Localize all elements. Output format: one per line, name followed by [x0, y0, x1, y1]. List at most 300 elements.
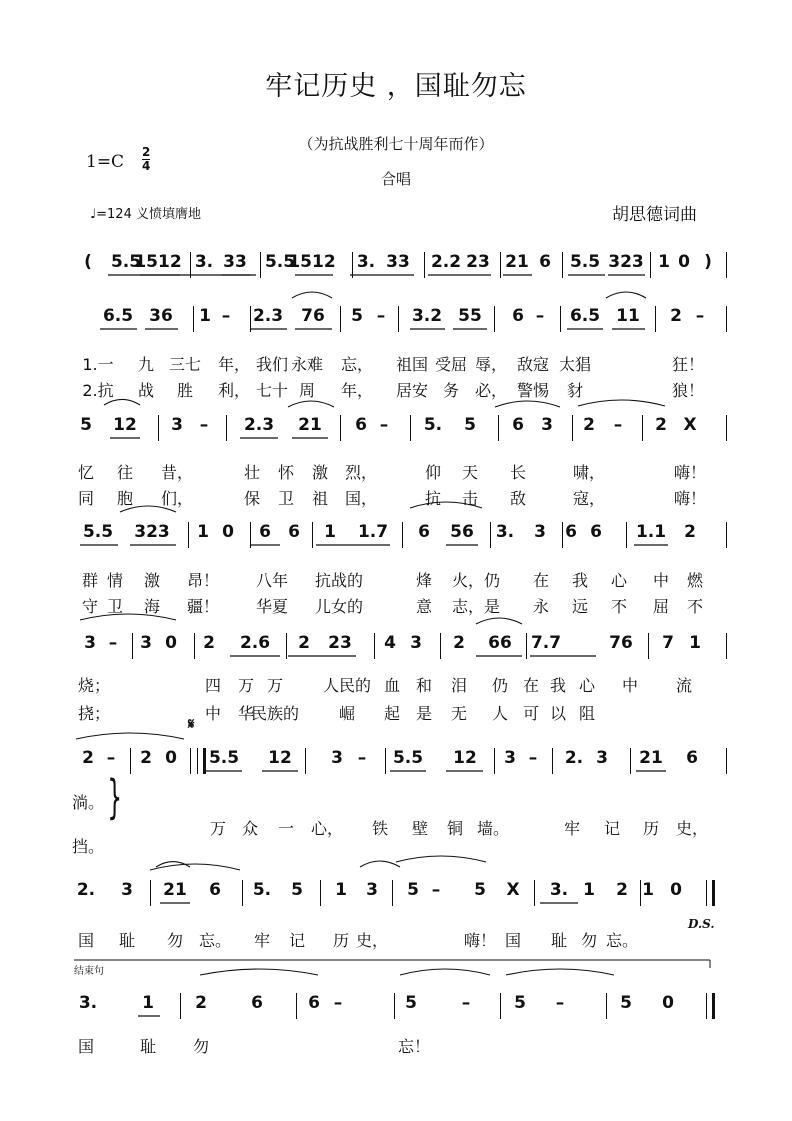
lyric-v1-r3-1: 往: [116, 463, 134, 482]
barline-r4-6: [626, 522, 627, 548]
note-r8-5: –: [333, 993, 343, 1013]
note-r3-3: –: [199, 415, 209, 435]
lyric-v2-r2-3: 利，: [217, 381, 251, 400]
lyric-v1-r7-2: 勿: [166, 931, 184, 950]
note-r1-10: 23: [466, 252, 490, 272]
barline-r2-7: [726, 306, 727, 332]
note-r1-0: (: [84, 252, 92, 272]
note-r7-6: 1: [335, 880, 347, 900]
lyric-v1-r2-6: 忘，: [340, 355, 374, 374]
note-r1-13: 5.5: [569, 252, 601, 272]
lyric-v1-r4-9: 我: [571, 571, 589, 590]
barline-r4-7: [726, 522, 727, 548]
barline-r1-1: [260, 252, 261, 278]
note-r6-11: –: [528, 748, 538, 768]
lyric-refrain-7: 墙。: [476, 819, 510, 838]
lyric-v1-r3-11: 嗨！: [673, 463, 707, 482]
note-r5-9: 3: [410, 633, 422, 653]
barline-r4-2: [312, 522, 313, 548]
note-r3-10: 6: [512, 415, 524, 435]
barline-r4-0: [188, 522, 189, 548]
lyric-v1-r2-12: 狂！: [671, 355, 705, 374]
note-r3-8: 5.: [423, 415, 443, 435]
lyric-v1-r3-6: 烈，: [344, 463, 378, 482]
lyric-v2-r5-0: 挠；: [77, 704, 111, 723]
barline-r5-0: [132, 633, 133, 659]
barline-r5-3: [374, 633, 375, 659]
note-r6-14: 21: [639, 748, 663, 768]
note-r6-12: 2.: [564, 748, 584, 768]
lyric-v2-r2-11: 豺: [566, 381, 584, 400]
lyric-v1-r3-8: 天: [461, 463, 479, 482]
barline-r6-1: [190, 748, 191, 774]
lyric-v2-r4-11: 屈: [652, 597, 670, 616]
note-r8-4: 6: [308, 993, 320, 1013]
note-r1-8: 33: [386, 252, 410, 272]
key-signature: 1=C: [86, 152, 125, 172]
note-r8-9: –: [555, 993, 565, 1013]
lyric-v1-r3-3: 壮: [243, 463, 261, 482]
barline-r8-1: [296, 993, 297, 1019]
lyric-v1-r2-1: 九: [137, 355, 155, 374]
lyric-v2-r3-1: 胞: [116, 489, 134, 508]
double-barline-r6-0: [197, 748, 206, 774]
lyric-v1-r3-2: 昔，: [160, 463, 194, 482]
lyric-v2-r5-1: 中: [204, 704, 222, 723]
lyric-v1-r8-1: 耻: [139, 1037, 157, 1056]
lyric-v2-r6-0: 挡。: [71, 837, 105, 856]
lyric-refrain-0: 万: [209, 819, 227, 838]
lyric-v2-r4-9: 远: [571, 597, 589, 616]
note-r1-1: 5.5: [110, 252, 142, 272]
note-r5-12: 7.7: [530, 633, 562, 653]
note-r7-5: 5: [291, 880, 303, 900]
lyric-v2-r3-11: 嗨！: [673, 489, 707, 508]
note-r7-8: 5: [407, 880, 419, 900]
lyric-v2-r5-6: 是: [415, 704, 433, 723]
meter-bottom: 4: [142, 159, 151, 173]
lyric-v2-r2-4: 七十: [255, 381, 289, 400]
lyric-v2-r4-1: 卫: [106, 597, 124, 616]
note-r2-6: 5: [351, 306, 363, 326]
note-r5-11: 66: [488, 633, 512, 653]
note-r4-11: 3: [534, 522, 546, 542]
note-r7-12: 3.: [549, 880, 569, 900]
note-r5-8: 4: [384, 633, 396, 653]
note-r3-13: –: [613, 415, 623, 435]
barline-r3-7: [726, 415, 727, 441]
barline-r6-5: [552, 748, 553, 774]
lyric-refrain-10: 历: [642, 819, 660, 838]
note-r7-13: 1: [583, 880, 595, 900]
lyric-refrain-8: 牢: [563, 819, 581, 838]
barline-r2-3: [398, 306, 399, 332]
lyric-v2-r3-8: 击: [461, 489, 479, 508]
lyric-v2-r3-7: 抗: [424, 489, 442, 508]
note-r5-4: 2: [203, 633, 215, 653]
note-r3-5: 21: [298, 415, 322, 435]
lyric-v2-r5-10: 以: [549, 704, 567, 723]
lyric-v1-r7-8: 嗨！: [463, 931, 497, 950]
note-r1-7: 3.: [356, 252, 376, 272]
lyric-v1-r4-2: 激: [143, 571, 161, 590]
lyric-v2-r5-3: 民族的: [250, 704, 300, 723]
double-barline-r7-0: [706, 880, 715, 906]
note-r6-6: 3: [331, 748, 343, 768]
barline-r1-0: [190, 252, 191, 278]
note-r2-12: 6.5: [569, 306, 601, 326]
note-r4-15: 2: [684, 522, 696, 542]
note-r6-13: 3: [596, 748, 608, 768]
note-r6-5: 12: [268, 748, 292, 768]
note-r2-15: –: [695, 306, 705, 326]
note-r5-6: 2: [298, 633, 310, 653]
barline-r1-2: [352, 252, 353, 278]
lyric-v1-r3-4: 怀: [277, 463, 295, 482]
note-r3-12: 2: [583, 415, 595, 435]
lyric-v1-r5-10: 我: [549, 676, 567, 695]
note-r2-9: 55: [458, 306, 482, 326]
lyric-v1-r6-0: 淌。: [71, 793, 105, 812]
note-r5-5: 2.6: [239, 633, 271, 653]
lyric-v1-r4-8: 在: [532, 571, 550, 590]
lyric-v2-r3-6: 国，: [344, 489, 378, 508]
slur-3: [288, 401, 334, 407]
note-r8-0: 3.: [78, 993, 98, 1013]
lyric-v2-r3-9: 敌: [509, 489, 527, 508]
barline-r6-7: [726, 748, 727, 774]
note-r3-9: 5: [464, 415, 476, 435]
lyric-refrain-1: 众: [241, 819, 259, 838]
barline-r4-5: [562, 522, 563, 548]
note-r7-4: 5.: [252, 880, 272, 900]
note-r4-2: 1: [197, 522, 209, 542]
note-r6-7: –: [357, 748, 367, 768]
lyric-v1-r2-5: 永难: [290, 355, 324, 374]
note-r8-6: 5: [405, 993, 417, 1013]
note-r3-4: 2.3: [243, 415, 275, 435]
lyric-v2-r4-5: 儿女的: [314, 597, 364, 616]
barline-r8-2: [394, 993, 395, 1019]
page-title: 牢记历史 ，国耻勿忘: [265, 71, 527, 102]
barline-r6-6: [630, 748, 631, 774]
lyric-v2-r4-3: 疆！: [186, 597, 220, 616]
slur-12: [360, 861, 400, 867]
lyric-v2-r4-12: 不: [686, 597, 704, 616]
ending-label: 结束句: [74, 966, 104, 977]
lyric-v2-r4-6: 意: [415, 597, 433, 616]
lyric-v2-r3-3: 保: [243, 489, 261, 508]
note-r3-2: 3: [171, 415, 183, 435]
lyric-v1-r7-5: 记: [288, 931, 306, 950]
barline-r3-4: [498, 415, 499, 441]
barline-r2-1: [250, 306, 251, 332]
note-r7-16: 0: [670, 880, 682, 900]
slur-17: [76, 733, 184, 739]
lyric-v1-r8-3: 忘！: [397, 1037, 431, 1056]
lyric-v1-r5-2: 万: [237, 676, 255, 695]
note-r5-0: 3: [84, 633, 96, 653]
note-r4-9: 56: [450, 522, 474, 542]
lyric-v1-r8-2: 勿: [192, 1037, 210, 1056]
barline-r3-0: [158, 415, 159, 441]
lyric-v1-r2-10: 敌寇: [516, 355, 550, 374]
barline-r7-5: [640, 880, 641, 906]
lyric-v2-r5-2: 华: [237, 704, 255, 723]
lyric-v2-r2-8: 务: [442, 381, 460, 400]
lyric-v1-r5-6: 和: [415, 676, 433, 695]
lyric-v1-r4-7: 火，仍: [451, 571, 501, 590]
lyric-v2-r2-12: 狼！: [671, 381, 705, 400]
verse-brace: }: [107, 770, 122, 824]
subtitle: （为抗战胜利七十周年而作）: [298, 135, 494, 153]
barline-r7-2: [320, 880, 321, 906]
barline-r3-5: [572, 415, 573, 441]
barline-r2-0: [193, 306, 194, 332]
note-r1-16: 0: [678, 252, 690, 272]
ds-mark: D.S.: [688, 917, 715, 931]
barline-r8-0: [180, 993, 181, 1019]
note-r1-4: 33: [223, 252, 247, 272]
note-r4-0: 5.5: [82, 522, 114, 542]
lyric-v1-r5-0: 烧；: [77, 676, 111, 695]
note-r5-3: 0: [165, 633, 177, 653]
lyric-v1-r5-11: 心: [578, 676, 596, 695]
barline-r4-1: [250, 522, 251, 548]
lyric-v1-r7-3: 忘。: [198, 931, 232, 950]
lyric-v2-r3-0: 同: [77, 489, 95, 508]
slur-0: [292, 292, 332, 298]
note-r7-10: 5: [474, 880, 486, 900]
slur-4: [495, 401, 560, 407]
note-r6-10: 3: [504, 748, 516, 768]
note-r7-11: X: [506, 880, 520, 900]
double-barline-r8-0: [706, 993, 715, 1019]
note-r7-2: 21: [163, 880, 187, 900]
note-r5-2: 3: [140, 633, 152, 653]
note-r5-7: 23: [328, 633, 352, 653]
barline-r1-3: [424, 252, 425, 278]
note-r6-8: 5.5: [392, 748, 424, 768]
lyric-v1-r3-0: 忆: [77, 463, 95, 482]
note-r2-11: –: [535, 306, 545, 326]
barline-r5-5: [526, 633, 527, 659]
barline-r6-0: [130, 748, 131, 774]
note-r6-4: 5.5: [208, 748, 240, 768]
barline-r7-0: [150, 880, 151, 906]
barline-r5-2: [286, 633, 287, 659]
lyric-v1-r7-4: 牢: [253, 931, 271, 950]
performance-type: 合唱: [380, 170, 411, 188]
barline-r6-3: [385, 748, 386, 774]
note-r7-7: 3: [366, 880, 378, 900]
lyric-refrain-3: 心，: [310, 819, 344, 838]
note-r5-13: 76: [609, 633, 633, 653]
lyric-v2-r2-0: 2.抗: [82, 381, 114, 400]
barline-r7-1: [242, 880, 243, 906]
barline-r5-4: [440, 633, 441, 659]
lyric-v1-r5-7: 泪: [450, 676, 468, 695]
lyric-v1-r7-12: 忘。: [605, 931, 639, 950]
lyric-v1-r2-11: 太猖: [558, 355, 592, 374]
lyric-v1-r4-11: 中: [652, 571, 670, 590]
note-r2-1: 36: [149, 306, 173, 326]
note-r3-11: 3: [541, 415, 553, 435]
note-r5-1: –: [108, 633, 118, 653]
lyric-v2-r4-0: 守: [81, 597, 99, 616]
barline-r3-3: [410, 415, 411, 441]
lyric-v1-r7-1: 耻: [118, 931, 136, 950]
lyric-v2-r4-4: 华夏: [255, 597, 289, 616]
lyric-v2-r4-7: 志，是: [451, 597, 501, 616]
note-r3-1: 12: [113, 415, 137, 435]
note-r7-9: –: [431, 880, 441, 900]
note-r4-13: 6: [590, 522, 602, 542]
note-r2-10: 6: [512, 306, 524, 326]
note-r7-14: 2: [616, 880, 628, 900]
barline-r6-2: [305, 748, 306, 774]
note-r2-7: –: [376, 306, 386, 326]
barline-r7-4: [534, 880, 535, 906]
lyric-v1-r2-4: 我们: [255, 355, 289, 374]
barline-r1-5: [562, 252, 563, 278]
note-r4-5: 6: [288, 522, 300, 542]
slur-14: [200, 969, 318, 975]
lyric-v1-r7-7: 史，: [355, 931, 389, 950]
composer-credit: 胡思德词曲: [612, 205, 697, 225]
tempo-marking: ♩=124 义愤填膺地: [90, 207, 201, 222]
barline-r2-6: [655, 306, 656, 332]
lyric-v1-r4-1: 情: [106, 571, 124, 590]
barline-r1-7: [726, 252, 727, 278]
note-r5-14: 7: [662, 633, 674, 653]
slur-13: [396, 856, 486, 862]
lyric-v2-r2-7: 居安: [395, 381, 429, 400]
slur-15: [400, 969, 490, 975]
barline-r5-6: [648, 633, 649, 659]
lyric-v1-r3-10: 啸，: [572, 463, 606, 482]
lyric-v1-r5-3: 万: [266, 676, 284, 695]
lyric-v2-r2-10: 警惕: [516, 381, 550, 400]
lyric-v1-r7-11: 勿: [580, 931, 598, 950]
barline-r2-4: [494, 306, 495, 332]
barline-r4-4: [490, 522, 491, 548]
barline-r5-1: [194, 633, 195, 659]
note-r7-0: 2.: [76, 880, 96, 900]
note-r3-14: 2: [655, 415, 667, 435]
note-r8-2: 2: [195, 993, 207, 1013]
lyric-v2-r3-10: 寇，: [572, 489, 606, 508]
lyric-v1-r4-0: 群: [81, 571, 99, 590]
barline-r1-6: [650, 252, 651, 278]
lyric-v2-r5-11: 阻: [578, 704, 596, 723]
lyric-v1-r7-0: 国: [77, 931, 95, 950]
barline-r3-1: [226, 415, 227, 441]
lyric-v2-r5-8: 人: [491, 704, 509, 723]
note-r2-0: 6.5: [102, 306, 134, 326]
barline-r2-5: [560, 306, 561, 332]
lyric-v2-r2-6: 年，: [340, 381, 374, 400]
note-r1-2: 1512: [134, 252, 182, 272]
barline-r6-4: [494, 748, 495, 774]
lyric-v2-r2-1: 战: [137, 381, 155, 400]
note-r2-8: 3.2: [411, 306, 443, 326]
barline-r5-7: [726, 633, 727, 659]
slur-1: [606, 292, 646, 298]
lyric-v1-r5-13: 流: [675, 676, 693, 695]
note-r4-1: 323: [134, 522, 170, 542]
lyric-v2-r5-9: 可: [522, 704, 540, 723]
barline-r3-2: [340, 415, 341, 441]
note-r3-15: X: [683, 415, 697, 435]
lyric-v2-r5-7: 无: [450, 704, 468, 723]
note-r8-10: 5: [620, 993, 632, 1013]
lyric-v1-r7-6: 历: [332, 931, 350, 950]
lyric-v2-r5-5: 起: [383, 704, 401, 723]
note-r3-7: –: [379, 415, 389, 435]
lyric-v1-r5-12: 中: [621, 676, 639, 695]
note-r4-4: 6: [259, 522, 271, 542]
note-r8-8: 5: [514, 993, 526, 1013]
note-r7-15: 1: [642, 880, 654, 900]
lyric-v1-r5-8: 仍: [491, 676, 509, 695]
note-r8-3: 6: [251, 993, 263, 1013]
note-r6-0: 2: [82, 748, 94, 768]
note-r1-15: 1: [658, 252, 670, 272]
lyric-v2-r4-10: 不: [610, 597, 628, 616]
note-r6-9: 12: [453, 748, 477, 768]
lyric-v1-r4-6: 烽: [415, 571, 433, 590]
barline-r3-6: [642, 415, 643, 441]
note-r1-14: 323: [608, 252, 644, 272]
note-r5-15: 1: [689, 633, 701, 653]
lyric-v1-r4-5: 抗战的: [314, 571, 364, 590]
slur-10: [156, 862, 190, 867]
note-r1-17: ): [704, 252, 712, 272]
lyric-v2-r3-2: 们，: [160, 489, 194, 508]
lyric-v1-r2-2: 三七: [168, 355, 202, 374]
note-r1-3: 3.: [194, 252, 214, 272]
lyric-v1-r3-9: 长: [509, 463, 527, 482]
lyric-v2-r4-8: 永: [532, 597, 550, 616]
lyric-v2-r4-2: 海: [143, 597, 161, 616]
lyric-v1-r2-8: 受屈: [434, 355, 468, 374]
lyric-v1-r4-10: 心: [610, 571, 628, 590]
lyric-v2-r5-4: 崛: [338, 704, 356, 723]
note-r2-5: 76: [301, 306, 325, 326]
note-r4-10: 3.: [495, 522, 515, 542]
lyric-v2-r3-4: 卫: [277, 489, 295, 508]
slur-11: [150, 864, 240, 870]
lyric-v1-r5-5: 血: [383, 676, 401, 695]
lyric-refrain-6: 铜: [446, 819, 464, 838]
lyric-refrain-9: 记: [603, 819, 621, 838]
barline-r8-4: [606, 993, 607, 1019]
barline-r8-3: [500, 993, 501, 1019]
note-r4-3: 0: [222, 522, 234, 542]
note-r6-1: –: [106, 748, 116, 768]
lyric-v2-r2-5: 周: [298, 381, 316, 400]
barline-r4-3: [402, 522, 403, 548]
lyric-v1-r4-4: 八年: [255, 571, 289, 590]
note-r2-13: 11: [616, 306, 640, 326]
lyric-v2-r3-5: 祖: [311, 489, 329, 508]
note-r4-7: 1.7: [357, 522, 389, 542]
note-r4-12: 6: [565, 522, 577, 542]
note-r3-6: 6: [355, 415, 367, 435]
lyric-v2-r2-2: 胜: [176, 381, 194, 400]
lyric-v1-r5-4: 人民的: [322, 676, 372, 695]
